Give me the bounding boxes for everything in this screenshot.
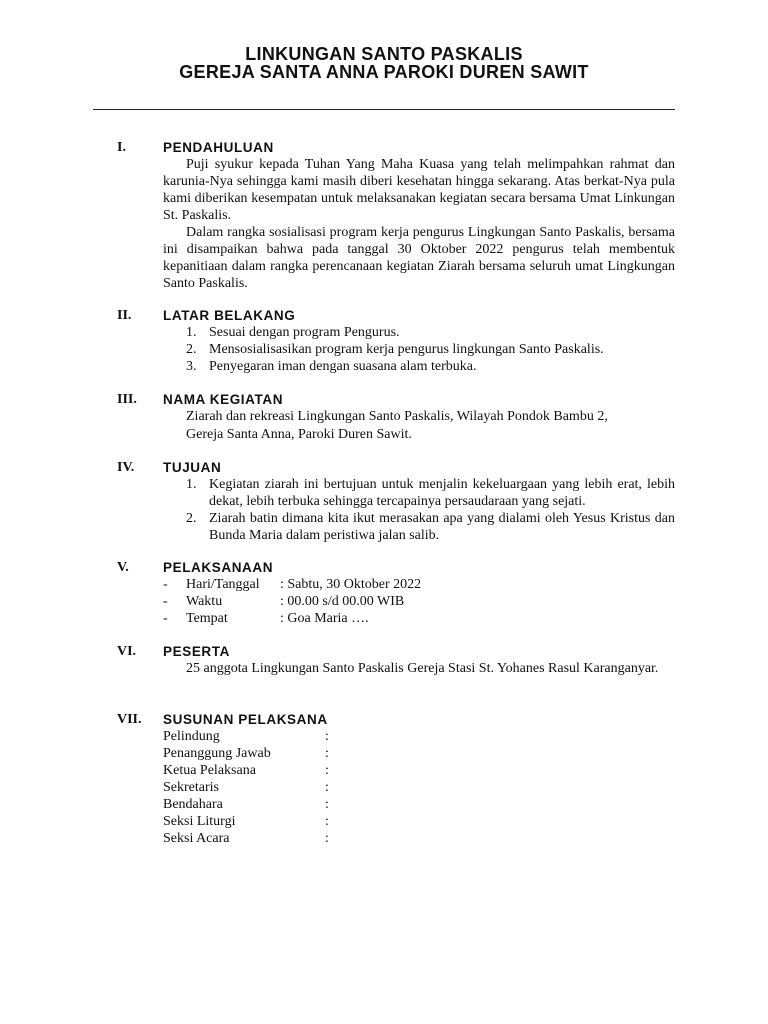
- list-number: 2.: [186, 511, 197, 526]
- list-item: [186, 341, 675, 358]
- list-item: [186, 476, 675, 510]
- committee-role: Seksi Acara: [163, 831, 230, 846]
- committee-role: Bendahara: [163, 797, 223, 812]
- section-paragraph: Dalam rangka sosialisasi program kerja pengurus Lingkungan Santo Paskalis, bersama ini disampaikan bahwa pada tanggal 30 Oktober 2022 pengurus telah membentuk kepanitiaan dalam rangka perencanaan kegiatan Ziarah bersama seluruh umat Lingkungan Santo Paskalis.: [163, 225, 675, 291]
- committee-role: Seksi Liturgi: [163, 814, 236, 829]
- schedule-key: Tempat: [186, 611, 228, 626]
- document-title-line2: GEREJA SANTA ANNA PAROKI DUREN SAWIT: [179, 62, 589, 82]
- list-item: [186, 324, 675, 341]
- committee-role: Ketua Pelaksana: [163, 763, 256, 778]
- section-heading: SUSUNAN PELAKSANA: [163, 712, 328, 727]
- section-paragraph: 25 anggota Lingkungan Santo Paskalis Gereja Stasi St. Yohanes Rasul Karanganyar.: [186, 661, 659, 676]
- section-heading: PELAKSANAAN: [163, 560, 274, 575]
- section-heading: PESERTA: [163, 644, 230, 659]
- section-number: I.: [117, 140, 126, 155]
- committee-colon: :: [325, 831, 329, 846]
- section-number: II.: [117, 308, 132, 323]
- list-number: 1.: [186, 325, 197, 340]
- list-text: Sesuai dengan program Pengurus.: [209, 325, 400, 340]
- dash-bullet: -: [163, 611, 168, 626]
- schedule-value: : Sabtu, 30 Oktober 2022: [280, 577, 422, 592]
- section-number: V.: [117, 560, 129, 575]
- committee-colon: :: [325, 746, 329, 761]
- schedule-value: : Goa Maria ….: [280, 611, 369, 626]
- committee-role: Penanggung Jawab: [163, 746, 271, 761]
- section-number: VII.: [117, 712, 142, 727]
- schedule-key: Hari/Tanggal: [186, 577, 260, 592]
- section-number: IV.: [117, 460, 135, 475]
- section-heading: NAMA KEGIATAN: [163, 392, 284, 407]
- committee-colon: :: [325, 780, 329, 795]
- committee-colon: :: [325, 797, 329, 812]
- committee-colon: :: [325, 814, 329, 829]
- list-text: Mensosialisasikan program kerja pengurus lingkungan Santo Paskalis.: [209, 342, 604, 357]
- document-title-line1: LINKUNGAN SANTO PASKALIS: [245, 44, 523, 64]
- committee-role: Pelindung: [163, 729, 220, 744]
- section-heading: LATAR BELAKANG: [163, 308, 296, 323]
- section-paragraph: Puji syukur kepada Tuhan Yang Maha Kuasa yang telah melimpahkan rahmat dan karunia-Nya sehingga kami masih diberi kesehatan hingga sekarang. Atas berkat-Nya pula kami diberikan kesempatan untuk melaksanakan kegiatan secara bersama Umat Linkungan St. Paskalis.: [163, 157, 675, 223]
- activity-name-line: Ziarah dan rekreasi Lingkungan Santo Paskalis, Wilayah Pondok Bambu 2,: [186, 409, 608, 424]
- section-number: III.: [117, 392, 137, 407]
- list-number: 3.: [186, 359, 197, 374]
- committee-role: Sekretaris: [163, 780, 219, 795]
- dash-bullet: -: [163, 577, 168, 592]
- dash-bullet: -: [163, 594, 168, 609]
- committee-colon: :: [325, 729, 329, 744]
- list-text: Kegiatan ziarah ini bertujuan untuk menjalin kekeluargaan yang lebih erat, lebih dekat, lebih terbuka sehingga tercapainya persaudaraan yang sejati.: [209, 477, 675, 509]
- list-item: [186, 358, 675, 375]
- section-number: VI.: [117, 644, 137, 659]
- list-number: 1.: [186, 477, 197, 492]
- section-heading: TUJUAN: [163, 460, 222, 475]
- committee-colon: :: [325, 763, 329, 778]
- list-text: Penyegaran iman dengan suasana alam terbuka.: [209, 359, 477, 374]
- section-heading: PENDAHULUAN: [163, 140, 274, 155]
- header-divider: [93, 109, 675, 110]
- list-item: [186, 510, 675, 544]
- activity-name-line: Gereja Santa Anna, Paroki Duren Sawit.: [186, 427, 412, 442]
- schedule-value: : 00.00 s/d 00.00 WIB: [280, 594, 405, 609]
- schedule-key: Waktu: [186, 594, 223, 609]
- list-number: 2.: [186, 342, 197, 357]
- list-text: Ziarah batin dimana kita ikut merasakan apa yang dialami oleh Yesus Kristus dan Bunda Maria dalam peristiwa jalan salib.: [209, 511, 675, 543]
